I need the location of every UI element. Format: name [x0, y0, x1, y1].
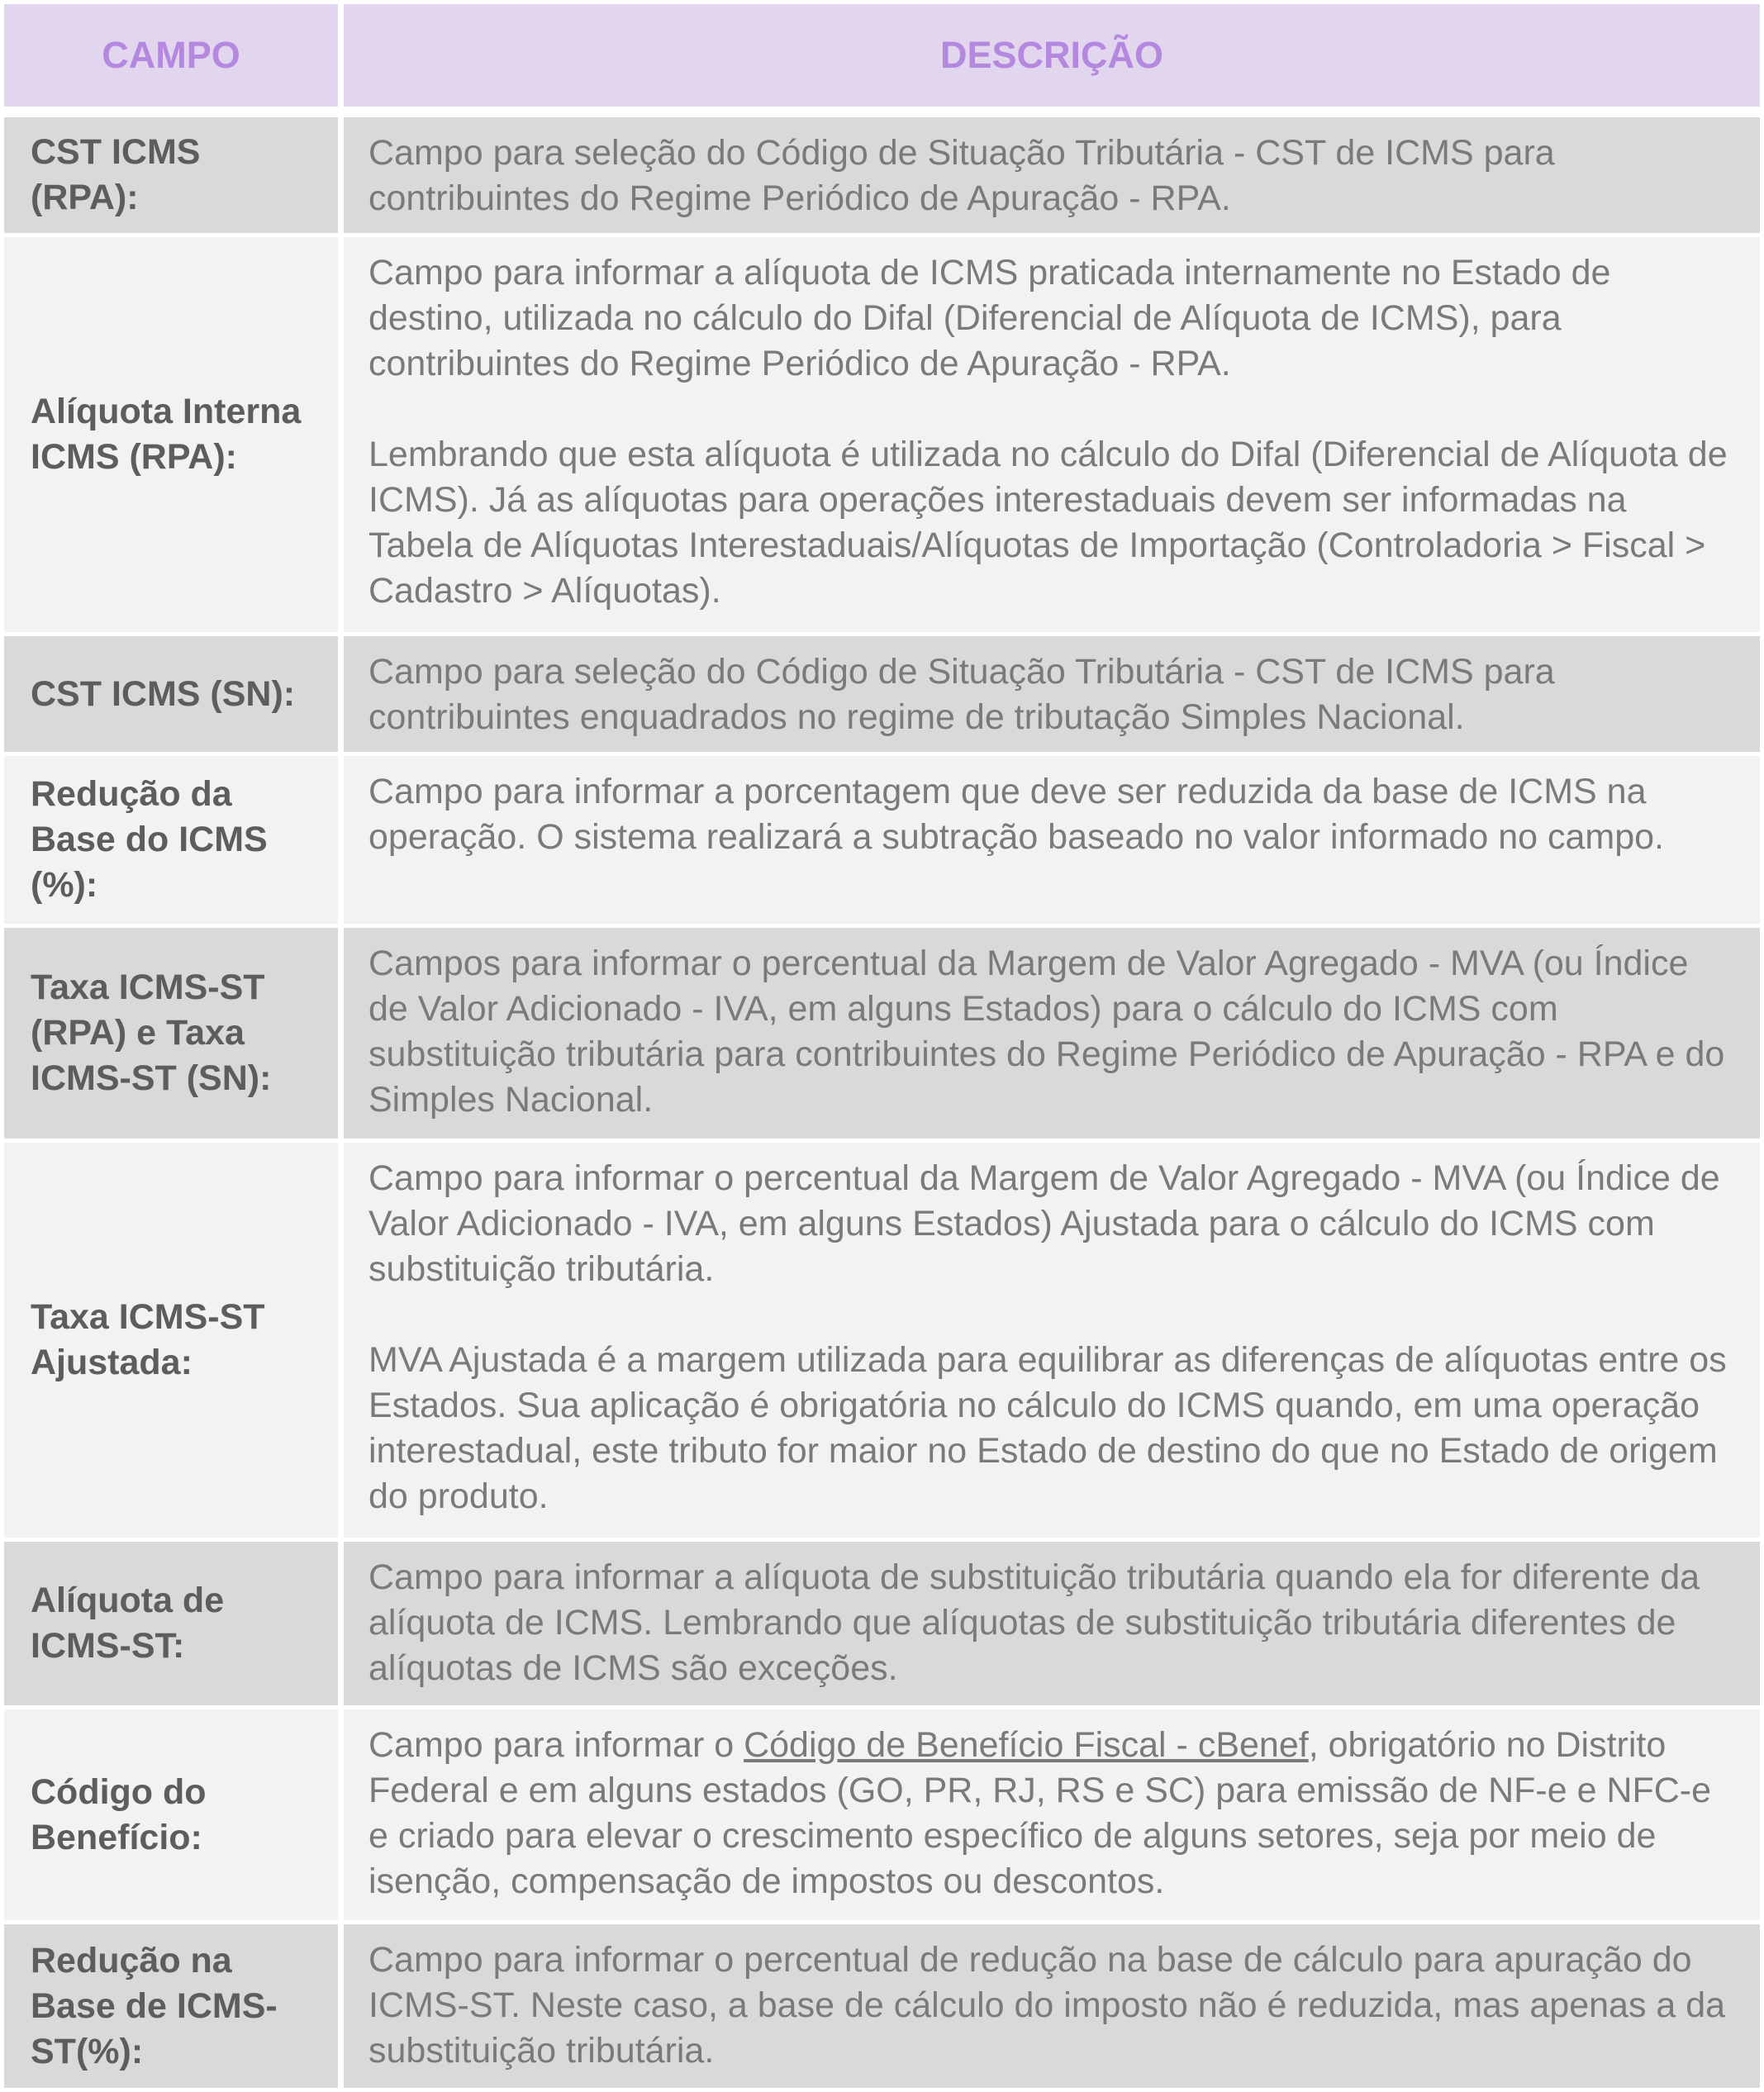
field-description-cell: Campo para informar a alíquota de ICMS praticada internamente no Estado de destino, utilizada no cálculo do Difal (Diferencial de Alíquota de ICMS), para contribuintes do Regime Periódico de Apuração - RPA. Lembrando que esta alíquota é utilizada no cálculo do Difal (Diferencial de Alíquota de ICMS). Já as alíquotas para operações interestaduais devem ser informadas na Tabela de Alíquotas Interestaduais/Alíquotas de Importação (Controladoria > Fiscal > Cadastro > Alíquotas).: [344, 237, 1760, 632]
field-description-cell: Campo para informar o percentual da Margem de Valor Agregado - MVA (ou Índice de Valor Adicionado - IVA, em alguns Estados) Ajustada para o cálculo do ICMS com substituição tributária. MVA Ajustada é a margem utilizada para equilibrar as diferenças de alíquotas entre os Estados. Sua aplicação é obrigatória no cálculo do ICMS quando, em uma operação interestadual, este tributo for maior no Estado de destino do que no Estado de origem do produto.: [344, 1143, 1760, 1538]
table-row: [0, 928, 1764, 1139]
column-header-campo: CAMPO: [4, 4, 338, 107]
field-name-cell: Redução da Base do ICMS (%):: [4, 756, 338, 924]
field-description-cell: Campo para seleção do Código de Situação Tributária - CST de ICMS para contribuintes do Regime Periódico de Apuração - RPA.: [344, 117, 1760, 233]
table-row: [0, 237, 1764, 632]
field-description-cell: Campo para informar o percentual de redução na base de cálculo para apuração do ICMS-ST. Neste caso, a base de cálculo do imposto não é reduzida, mas apenas a da substituição tributária.: [344, 1924, 1760, 2088]
field-name-cell: Alíquota Interna ICMS (RPA):: [4, 237, 338, 632]
field-description-cell: [344, 1709, 1760, 1920]
table-row: [0, 636, 1764, 752]
cbenef-link[interactable]: Código de Benefício Fiscal - cBenef: [744, 1725, 1309, 1765]
description-text: Campo para informar o: [368, 1725, 744, 1765]
column-header-descricao: DESCRIÇÃO: [344, 4, 1760, 107]
field-description-cell: Campo para seleção do Código de Situação Tributária - CST de ICMS para contribuintes enquadrados no regime de tributação Simples Nacional.: [344, 636, 1760, 752]
field-name-cell: Redução na Base de ICMS-ST(%):: [4, 1924, 338, 2088]
field-description-cell: Campo para informar a porcentagem que deve ser reduzida da base de ICMS na operação. O sistema realizará a subtração baseado no valor informado no campo.: [344, 756, 1760, 924]
table-row: [0, 117, 1764, 233]
table-row: [0, 756, 1764, 924]
table-row: [0, 1143, 1764, 1538]
field-name-cell: Código do Benefício:: [4, 1709, 338, 1920]
table-row: [0, 1924, 1764, 2088]
field-name-cell: CST ICMS (SN):: [4, 636, 338, 752]
field-description-cell: Campo para informar a alíquota de substituição tributária quando ela for diferente da alíquota de ICMS. Lembrando que alíquotas de substituição tributária diferentes de alíquotas de ICMS são exceções.: [344, 1542, 1760, 1705]
field-description-cell: Campos para informar o percentual da Margem de Valor Agregado - MVA (ou Índice de Valor Adicionado - IVA, em alguns Estados) para o cálculo do ICMS com substituição tributária para contribuintes do Regime Periódico de Apuração - RPA e do Simples Nacional.: [344, 928, 1760, 1139]
description-text: , obrigatório no Distrito Federal e em alguns estados (GO, PR, RJ, RS e SC) para emissão de NF-e e NFC-e e criado para elevar o crescimento específico de alguns setores, seja por meio de isenção, compensação de impostos ou descontos.: [368, 1725, 1712, 1901]
field-name-cell: Taxa ICMS-ST Ajustada:: [4, 1143, 338, 1538]
table-row: [0, 1709, 1764, 1920]
field-name-cell: CST ICMS (RPA):: [4, 117, 338, 233]
field-name-cell: Taxa ICMS-ST (RPA) e Taxa ICMS-ST (SN):: [4, 928, 338, 1139]
field-name-cell: Alíquota de ICMS-ST:: [4, 1542, 338, 1705]
table-row: [0, 1542, 1764, 1705]
table-header: [0, 4, 1764, 107]
